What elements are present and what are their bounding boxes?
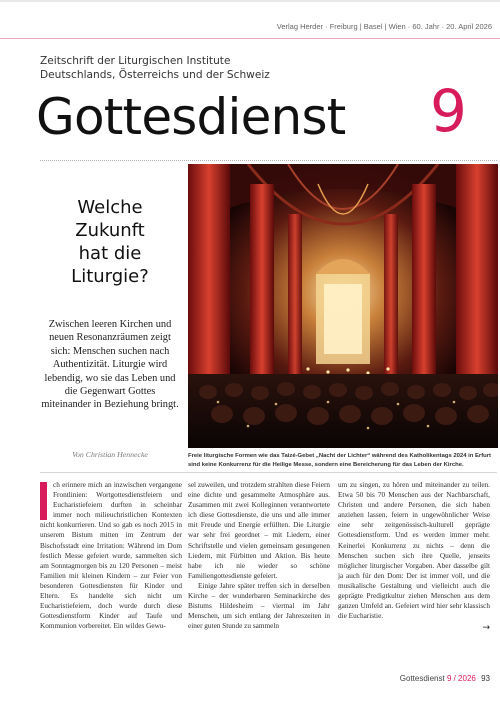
page-number: 93 [481, 674, 490, 683]
footer-magazine-name: Gottesdienst [399, 674, 445, 683]
drop-cap [40, 482, 47, 520]
headline-line: Zukunft [75, 220, 145, 241]
top-border [0, 0, 500, 2]
body-paragraph: um zu singen, zu hören und miteinander zu teilen. Etwa 50 bis 70 Menschen aus der Nachbarschaft, Christen und andere Personen, die sich haben anziehen lassen, feiern in ungewöhnlicher Weise eine sehr zeitgenössisch-kulturell geprägte Gottesdienstform. Und es werden immer mehr. Keinerlei Konkurrenz zu nichts – denn die Menschen suchen sich ihre Quelle, jenseits möglicher liturgischer Vorgaben. Aber dasselbe gilt ja auch für den Dom: Der ist immer voll, und die musikalische Gestaltung und vielleicht auch die geprägte Predigtkultur ziehen Menschen aus dem ganzen Umfeld an. Gefeiert wird hier sehr klassisch die Eucharistie. [338, 481, 490, 621]
article-author: Von Christian Hennecke [72, 450, 148, 459]
header-divider [0, 38, 500, 39]
body-divider [40, 472, 497, 473]
headline-line: Liturgie? [71, 266, 149, 287]
issue-number: 9 [430, 77, 467, 145]
body-column-2 [188, 480, 330, 631]
photo-caption: Freie liturgische Formen wie das Taizé-Gebet „Nacht der Lichter“ während des Katholikentags 2024 in Erfurt sind keine Konkurrenz für die Heilige Messe, sondern eine Bereicherung für das Leben der Kirche. [188, 453, 492, 468]
headline-line: Welche [77, 197, 143, 218]
body-paragraph: ch erinnere mich an inzwischen vergangene Frontlinien: Wortgottesdienstfeiern und Eucharistiefeiern durften in scheinbar immer noch milieuchristlichen Kontexten nicht konkurrieren. Und so gab es noch 2015 in unserem Bistum mitten im Zentrum der Bischofsstadt eine Irritation: Während im Dom festlich Messe gefeiert wurde, sammelten sich am Sonntagmorgen bis zu 120 Personen – meist Familien mit kleinen Kindern – zur Feier von besonderen Gottesdiensten für Kinder und Eltern. Es handelte sich nicht um Eucharistiefeiern, doch wurde durch diese Gottesdienstform Kinder auf Taufe und Kommunion vorbereitet. Ein wildes Gewu- [40, 481, 182, 631]
article-lead: Zwischen leeren Kirchen und neuen Resonanzräumen zeigt sich: Menschen suchen nach Authentizität. Liturgie wird lebendig, wo sie das Leben und die Gegenwart Gottes miteinander in Beziehung bringt. [41, 319, 179, 411]
subtitle-line-2: Deutschlands, Österreichs und der Schweiz [40, 69, 270, 81]
headline-line: hat die [78, 243, 142, 264]
body-column-3 [338, 480, 490, 633]
magazine-title: Gottesdienst [36, 88, 346, 146]
magazine-subtitle [40, 54, 340, 82]
body-column-1 [40, 480, 182, 631]
publisher-line: Verlag Herder · Freiburg | Basel | Wien · 60. Jahr · 20. April 2026 [276, 22, 492, 31]
title-divider [40, 160, 497, 161]
church-photo [188, 164, 498, 448]
continue-arrow-icon: → [482, 623, 490, 634]
article-headline [40, 196, 180, 288]
body-paragraph: sel zuweilen, und trotzdem strahlten diese Feiern eine dichte und gesammelte Atmosphäre aus. Zusammen mit zwei Kolleginnen verantwortete ich diese Gottesdienste, die uns und alle immer mit Freude und Energie erfüllten. Die Liturgie war sehr frei geordnet – mit Liedern, einer Schriftstelle und vielen gemeinsam gesungenen Liedern, mit Fürbitten und Aktion. Bis heute habe ich nie wieder so schöne Familiengottesdienste gefeiert. [188, 481, 330, 580]
body-paragraph: Einige Jahre später treffen sich in derselben Kirche – der wunderbaren Seminarkirche des Bistums Hildesheim – viermal im Jahr Menschen, um sich entlang der Jahreszeiten in einer guten Stunde zu sammeln [188, 581, 330, 631]
church-photo-illustration [188, 164, 498, 448]
subtitle-line-1: Zeitschrift der Liturgischen Institute [40, 55, 231, 67]
page-footer [400, 674, 490, 683]
footer-issue: 9 / 2026 [446, 674, 476, 683]
